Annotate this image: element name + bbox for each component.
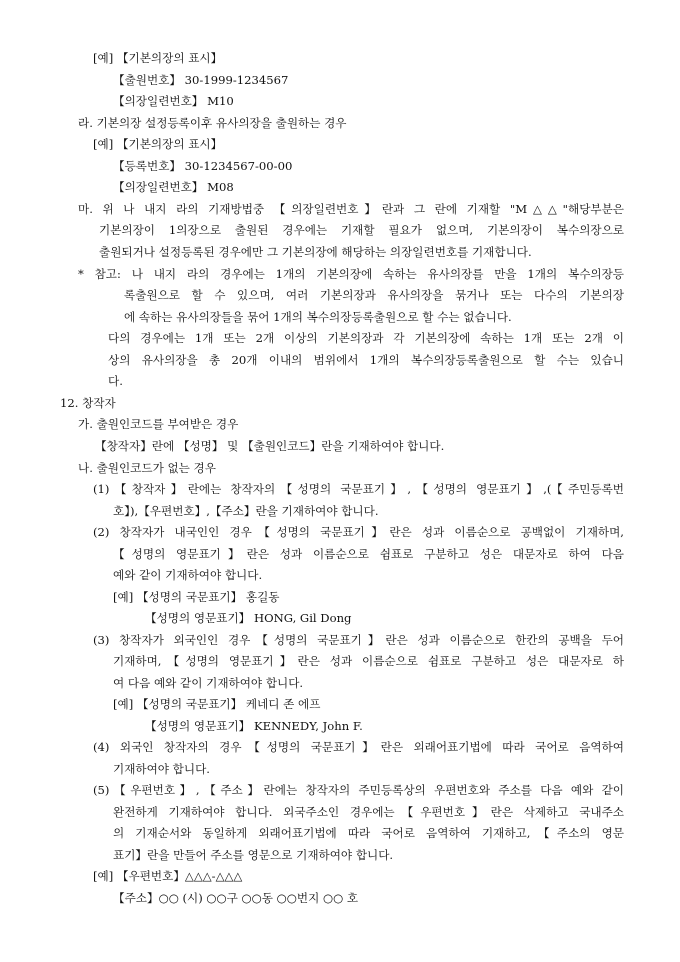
item-line: (5)【우편번호】,【주소】란에는 창작자의 주민등록상의 우편번호와 주소를 다음 예와 같이: [93, 783, 624, 797]
item-line: (3) 창작자가 외국인인 경우【성명의 국문표기】란은 성과 이름순으로 한칸의 공백을 두어: [93, 633, 624, 647]
example-field: 【의장일련번호】 M08: [113, 180, 234, 194]
example-field: 【등록번호】 30-1234567-00-00: [113, 159, 293, 173]
item-line: 의 기재순서와 동일하게 외래어표기법에 따라 국어로 음역하여 기재하고,【주소의 영문: [113, 826, 624, 840]
section-heading: 가. 출원인코드를 부여받은 경우: [78, 417, 239, 431]
note-line: 다.: [108, 374, 123, 388]
item-line: 기재하여야 합니다.: [113, 762, 210, 776]
section-title: 12. 창작자: [60, 396, 116, 410]
example-field: 【출원번호】 30-1999-1234567: [113, 73, 289, 87]
item-line: 기재하며,【성명의 영문표기】란은 성과 이름순으로 쉼표로 구분하고 성은 대문자로 하: [113, 654, 624, 668]
item-line: 여 다음 예와 같이 기재하여야 합니다.: [113, 676, 304, 690]
example-field: 【성명의 영문표기】 KENNEDY, John F.: [145, 719, 363, 733]
paragraph-line: 【창작자】란에 【성명】 및 【출원인코드】란을 기재하여야 합니다.: [95, 439, 445, 453]
item-line: (1)【창작자】란에는 창작자의【성명의 국문표기】,【성명의 영문표기】,(【주민등록번: [93, 482, 624, 496]
note-line: 록출원으로 할 수 있으며, 여러 기본의장과 유사의장을 묶거나 또는 다수의 기본의장: [124, 288, 624, 302]
example-line: [예] 【성명의 국문표기】 케네디 존 에프: [113, 697, 321, 711]
item-line: (4) 외국인 창작자의 경우【성명의 국문표기】란은 외래어표기법에 따라 국어로 음역하여: [93, 740, 624, 754]
example-field: 【의장일련번호】 M10: [113, 94, 234, 108]
paragraph-line: 마. 위 나 내지 라의 기재방법중 【의장일련번호】란과 그 란에 기재할 "M△△"해당부분은: [78, 202, 624, 216]
item-line: 【성명의 영문표기】란은 성과 이름순으로 쉼표로 구분하고 성은 대문자로 하여 다음: [113, 547, 624, 561]
example-line: [예] 【성명의 국문표기】 홍길동: [113, 590, 280, 604]
item-line: 호】),【우편번호】,【주소】란을 기재하여야 합니다.: [113, 504, 379, 518]
example-line: [예] 【우편번호】△△△-△△△: [93, 869, 243, 883]
example-line: [예] 【기본의장의 표시】: [93, 137, 223, 151]
item-line: 완전하게 기재하여야 합니다. 외국주소인 경우에는【우편번호】란은 삭제하고 국내주소: [113, 805, 624, 819]
note-line: 다의 경우에는 1개 또는 2개 이상의 기본의장과 각 기본의장에 속하는 1개 또는 2개 이: [108, 331, 624, 345]
paragraph-line: 출원되거나 설정등록된 경우에만 그 기본의장에 해당하는 의장일련번호를 기재합니다.: [99, 245, 532, 259]
section-heading: 라. 기본의장 설정등록이후 유사의장을 출원하는 경우: [78, 116, 347, 130]
paragraph-line: 기본의장이 1의장으로 출원된 경우에는 기재할 필요가 없으며, 기본의장이 복수의장으로: [99, 223, 624, 237]
note-line: 상의 유사의장을 총 20개 이내의 범위에서 1개의 복수의장등록출원으로 할 수는 있습니: [108, 353, 624, 367]
item-line: 예와 같이 기재하여야 합니다.: [113, 568, 263, 582]
section-heading: 나. 출원인코드가 없는 경우: [78, 461, 216, 475]
example-line: [예] 【기본의장의 표시】: [93, 51, 223, 65]
note-line: 에 속하는 유사의장들을 묶어 1개의 복수의장등록출원으로 할 수는 없습니다.: [124, 310, 512, 324]
note-line: * 참고: 나 내지 라의 경우에는 1개의 기본의장에 속하는 유사의장를 만을 1개의 복수의장등: [78, 267, 624, 281]
example-field: 【주소】○○ (시) ○○구 ○○동 ○○번지 ○○ 호: [113, 891, 359, 905]
item-line: (2) 창작자가 내국인인 경우【성명의 국문표기】란은 성과 이름순으로 공백없이 기재하며,: [93, 525, 624, 539]
example-field: 【성명의 영문표기】 HONG, Gil Dong: [145, 611, 352, 625]
item-line: 표기】란을 만들어 주소를 영문으로 기재하여야 합니다.: [113, 848, 394, 862]
